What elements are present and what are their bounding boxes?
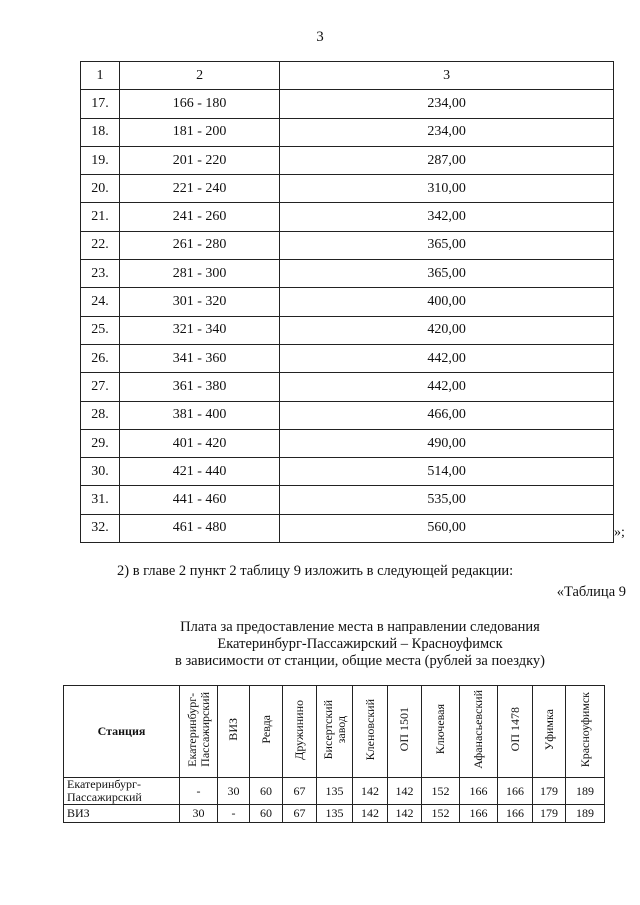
caption-line: Екатеринбург-Пассажирский – Красноуфимск	[217, 636, 503, 652]
fares-cell: 166 - 180	[119, 90, 279, 118]
fares-cell: 3	[280, 62, 614, 90]
station-fare-cell: 166	[498, 805, 533, 823]
station-fare-cell: 67	[283, 805, 317, 823]
station-header-corner: Станция	[64, 686, 180, 778]
station-column-label: Уфимка	[541, 708, 556, 751]
fares-row	[81, 203, 614, 231]
station-fare-cell: 189	[566, 778, 605, 805]
fares-row	[81, 373, 614, 401]
station-column-header	[250, 686, 283, 778]
fares-cell: 2	[119, 62, 279, 90]
station-fare-cell: 179	[533, 805, 566, 823]
fares-cell: 420,00	[280, 316, 614, 344]
station-fare-cell: 166	[498, 778, 533, 805]
station-column-header	[422, 686, 460, 778]
fares-cell: 1	[81, 62, 120, 90]
fares-cell: 29.	[81, 429, 120, 457]
station-fare-cell: 142	[388, 805, 422, 823]
station-fare-cell: 179	[533, 778, 566, 805]
fares-row	[81, 260, 614, 288]
fares-cell: 23.	[81, 260, 120, 288]
fares-cell: 24.	[81, 288, 120, 316]
fares-cell: 535,00	[280, 486, 614, 514]
station-row-name: ВИЗ	[64, 805, 180, 823]
fares-cell: 201 - 220	[119, 146, 279, 174]
station-column-header	[498, 686, 533, 778]
station-row	[64, 805, 605, 823]
fares-row	[81, 90, 614, 118]
fares-header-row	[81, 62, 614, 90]
fares-cell: 181 - 200	[119, 118, 279, 146]
fares-table	[80, 61, 614, 543]
station-fare-cell: 30	[218, 778, 250, 805]
station-column-label: Красноуфимск	[577, 691, 592, 768]
station-fare-cell: 152	[422, 805, 460, 823]
fares-row	[81, 486, 614, 514]
fares-row	[81, 146, 614, 174]
station-fare-cell: 189	[566, 805, 605, 823]
fares-cell: 281 - 300	[119, 260, 279, 288]
fares-cell: 381 - 400	[119, 401, 279, 429]
table-caption	[110, 619, 610, 670]
fares-cell: 287,00	[280, 146, 614, 174]
fares-row	[81, 118, 614, 146]
page-number: 3	[316, 29, 324, 45]
fares-cell: 31.	[81, 486, 120, 514]
fares-row	[81, 514, 614, 542]
station-fare-cell: 142	[353, 778, 388, 805]
station-column-label: Кленовский	[362, 698, 377, 761]
fares-cell: 26.	[81, 344, 120, 372]
fares-cell: 32.	[81, 514, 120, 542]
fares-row	[81, 344, 614, 372]
fares-cell: 461 - 480	[119, 514, 279, 542]
station-column-header	[566, 686, 605, 778]
caption-line: Плата за предоставление места в направлении следования	[180, 619, 540, 635]
fares-row	[81, 429, 614, 457]
station-column-label: Афанасьевский	[471, 690, 485, 769]
station-fare-cell: 166	[460, 778, 498, 805]
fares-cell: 221 - 240	[119, 175, 279, 203]
station-column-label: ОП 1478	[507, 707, 522, 752]
fares-row	[81, 316, 614, 344]
fares-row	[81, 458, 614, 486]
fares-cell: 17.	[81, 90, 120, 118]
station-column-header	[180, 686, 218, 778]
fares-cell: 421 - 440	[119, 458, 279, 486]
fares-row	[81, 288, 614, 316]
station-column-header	[283, 686, 317, 778]
station-column-header	[353, 686, 388, 778]
fares-cell: 321 - 340	[119, 316, 279, 344]
fares-cell: 19.	[81, 146, 120, 174]
station-fare-cell: 135	[317, 778, 353, 805]
fares-cell: 21.	[81, 203, 120, 231]
fares-cell: 241 - 260	[119, 203, 279, 231]
amendment-paragraph: 2) в главе 2 пункт 2 таблицу 9 изложить в следующей редакции:	[117, 563, 514, 579]
fares-cell: 310,00	[280, 175, 614, 203]
station-column-label: Екатеринбург- Пассажирский	[184, 692, 212, 767]
station-fare-cell: -	[218, 805, 250, 823]
station-fare-cell: 142	[388, 778, 422, 805]
station-column-label: ВИЗ	[226, 718, 240, 741]
fares-cell: 234,00	[280, 90, 614, 118]
fares-cell: 365,00	[280, 260, 614, 288]
fares-cell: 442,00	[280, 344, 614, 372]
station-fare-cell: 135	[317, 805, 353, 823]
fares-cell: 28.	[81, 401, 120, 429]
station-fare-cell: 166	[460, 805, 498, 823]
station-column-label: Ключевая	[433, 704, 447, 755]
fares-cell: 301 - 320	[119, 288, 279, 316]
fares-row	[81, 401, 614, 429]
table-label: «Таблица 9	[556, 584, 626, 600]
fares-row	[81, 231, 614, 259]
fares-cell: 18.	[81, 118, 120, 146]
fares-cell: 342,00	[280, 203, 614, 231]
station-fare-cell: 60	[250, 778, 283, 805]
station-fare-cell: 152	[422, 778, 460, 805]
station-row-name: Екатеринбург- Пассажирский	[64, 778, 180, 805]
closing-quote: »;	[614, 525, 625, 540]
fares-cell: 514,00	[280, 458, 614, 486]
fares-cell: 441 - 460	[119, 486, 279, 514]
station-column-label: Дружинино	[292, 699, 306, 760]
fares-cell: 234,00	[280, 118, 614, 146]
fares-cell: 442,00	[280, 373, 614, 401]
station-column-label: Ревда	[258, 715, 273, 744]
station-column-header	[218, 686, 250, 778]
fares-row	[81, 175, 614, 203]
fares-cell: 261 - 280	[119, 231, 279, 259]
station-fare-cell: 60	[250, 805, 283, 823]
station-fare-cell: -	[180, 778, 218, 805]
station-column-label: Бисертский завод	[320, 699, 348, 760]
station-fare-cell: 67	[283, 778, 317, 805]
fares-cell: 361 - 380	[119, 373, 279, 401]
fares-cell: 20.	[81, 175, 120, 203]
fares-cell: 400,00	[280, 288, 614, 316]
station-fare-cell: 142	[353, 805, 388, 823]
station-row	[64, 778, 605, 805]
fares-cell: 560,00	[280, 514, 614, 542]
station-fare-cell: 30	[180, 805, 218, 823]
fares-cell: 25.	[81, 316, 120, 344]
fares-cell: 22.	[81, 231, 120, 259]
fares-cell: 365,00	[280, 231, 614, 259]
fares-cell: 401 - 420	[119, 429, 279, 457]
fares-cell: 490,00	[280, 429, 614, 457]
station-column-header	[460, 686, 498, 778]
fares-cell: 27.	[81, 373, 120, 401]
caption-line: в зависимости от станции, общие места (рублей за поездку)	[174, 653, 546, 669]
fares-cell: 30.	[81, 458, 120, 486]
stations-table	[63, 685, 605, 823]
fares-cell: 341 - 360	[119, 344, 279, 372]
station-column-header	[533, 686, 566, 778]
station-column-header	[317, 686, 353, 778]
station-column-header	[388, 686, 422, 778]
station-column-label: ОП 1501	[397, 707, 411, 752]
fares-cell: 466,00	[280, 401, 614, 429]
